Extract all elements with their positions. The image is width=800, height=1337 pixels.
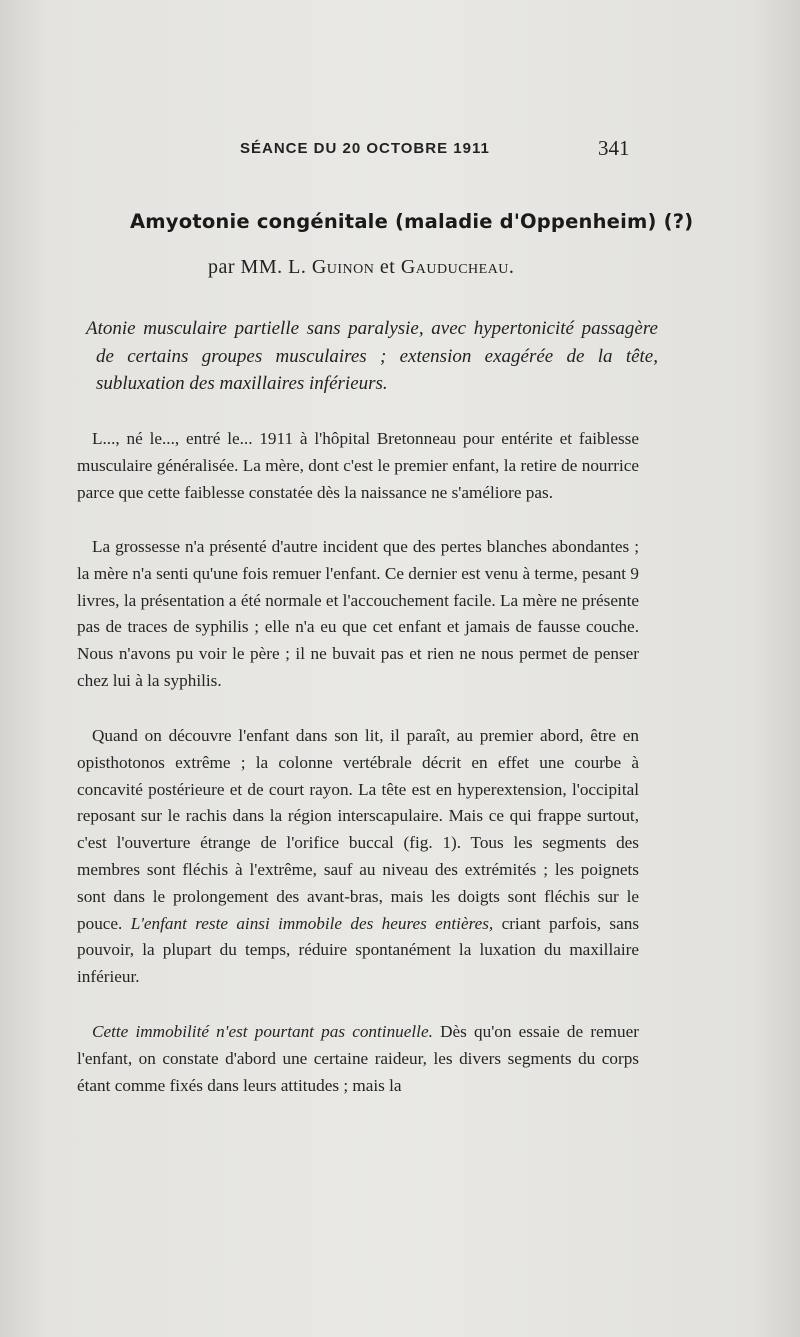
authors-prefix: par MM. L. bbox=[208, 256, 307, 278]
article-summary: Atonie musculaire partielle sans paralysie, avec hypertonicité passagère de certains groupes musculaires ; extension exagérée de la tête, subluxation des maxillaires inférieurs. bbox=[86, 318, 658, 394]
article-title: Amyotonie congénitale (maladie d'Oppenheim) (?) bbox=[130, 210, 694, 233]
running-header: SÉANCE DU 20 OCTOBRE 1911 bbox=[240, 140, 490, 157]
body-paragraph-3 bbox=[77, 723, 639, 991]
author-gauducheau: Gauducheau. bbox=[400, 256, 515, 278]
page-number: 341 bbox=[598, 136, 630, 160]
paragraph-3-end: criant parfois, sans pouvoir, la plupart du temps, réduire spontanément la luxation du maxillaire inférieur. bbox=[77, 913, 640, 987]
paragraph-3-italic: L'enfant reste ainsi immobile des heures entières, bbox=[130, 913, 494, 933]
paragraph-3-text: Quand on découvre l'enfant dans son lit, il paraît, au premier abord, être en opisthotonos extrême ; la colonne vertébrale décrit en effet une courbe à concavité postérieure et de court rayon. La tête est en hyperextension, l'occipital reposant sur le rachis dans la région interscapulaire. Mais ce qui frappe surtout, c'est l'ouverture étrange de l'orifice buccal (fig. 1). Tous les segments des membres sont fléchis à l'extrême, sauf au niveau des extrémités ; les poignets sont dans le prolongement des avant-bras, mais les doigts sont fléchis sur le pouce. bbox=[77, 726, 639, 933]
body-paragraph-1: L..., né le..., entré le... 1911 à l'hôpital Bretonneau pour entérite et faiblesse musculaire généralisée. La mère, dont c'est le premier enfant, la retire de nourrice parce que cette faiblesse constatée dès la naissance ne s'améliore pas. bbox=[77, 429, 639, 502]
author-guinon: Guinon bbox=[311, 256, 375, 278]
article-authors bbox=[208, 256, 514, 279]
authors-join: et bbox=[379, 256, 396, 278]
paragraph-4-italic: Cette immobilité n'est pourtant pas continuelle. bbox=[92, 1022, 433, 1041]
body-paragraph-4 bbox=[77, 1019, 639, 1099]
paragraph-4-text: Dès qu'on essaie de remuer l'enfant, on constate d'abord une certaine raideur, les divers segments du corps étant comme fixés dans leurs attitudes ; mais la bbox=[77, 1022, 639, 1095]
body-paragraph-2: La grossesse n'a présenté d'autre incident que des pertes blanches abondantes ; la mère n'a senti qu'une fois remuer l'enfant. Ce dernier est venu à terme, pesant 9 livres, la présentation a été normale et l'accouchement facile. La mère ne présente pas de traces de syphilis ; elle n'a eu que cet enfant et jamais de fausse couche. Nous n'avons pu voir le père ; il ne buvait pas et rien ne nous permet de penser chez lui à la syphilis. bbox=[77, 537, 639, 690]
